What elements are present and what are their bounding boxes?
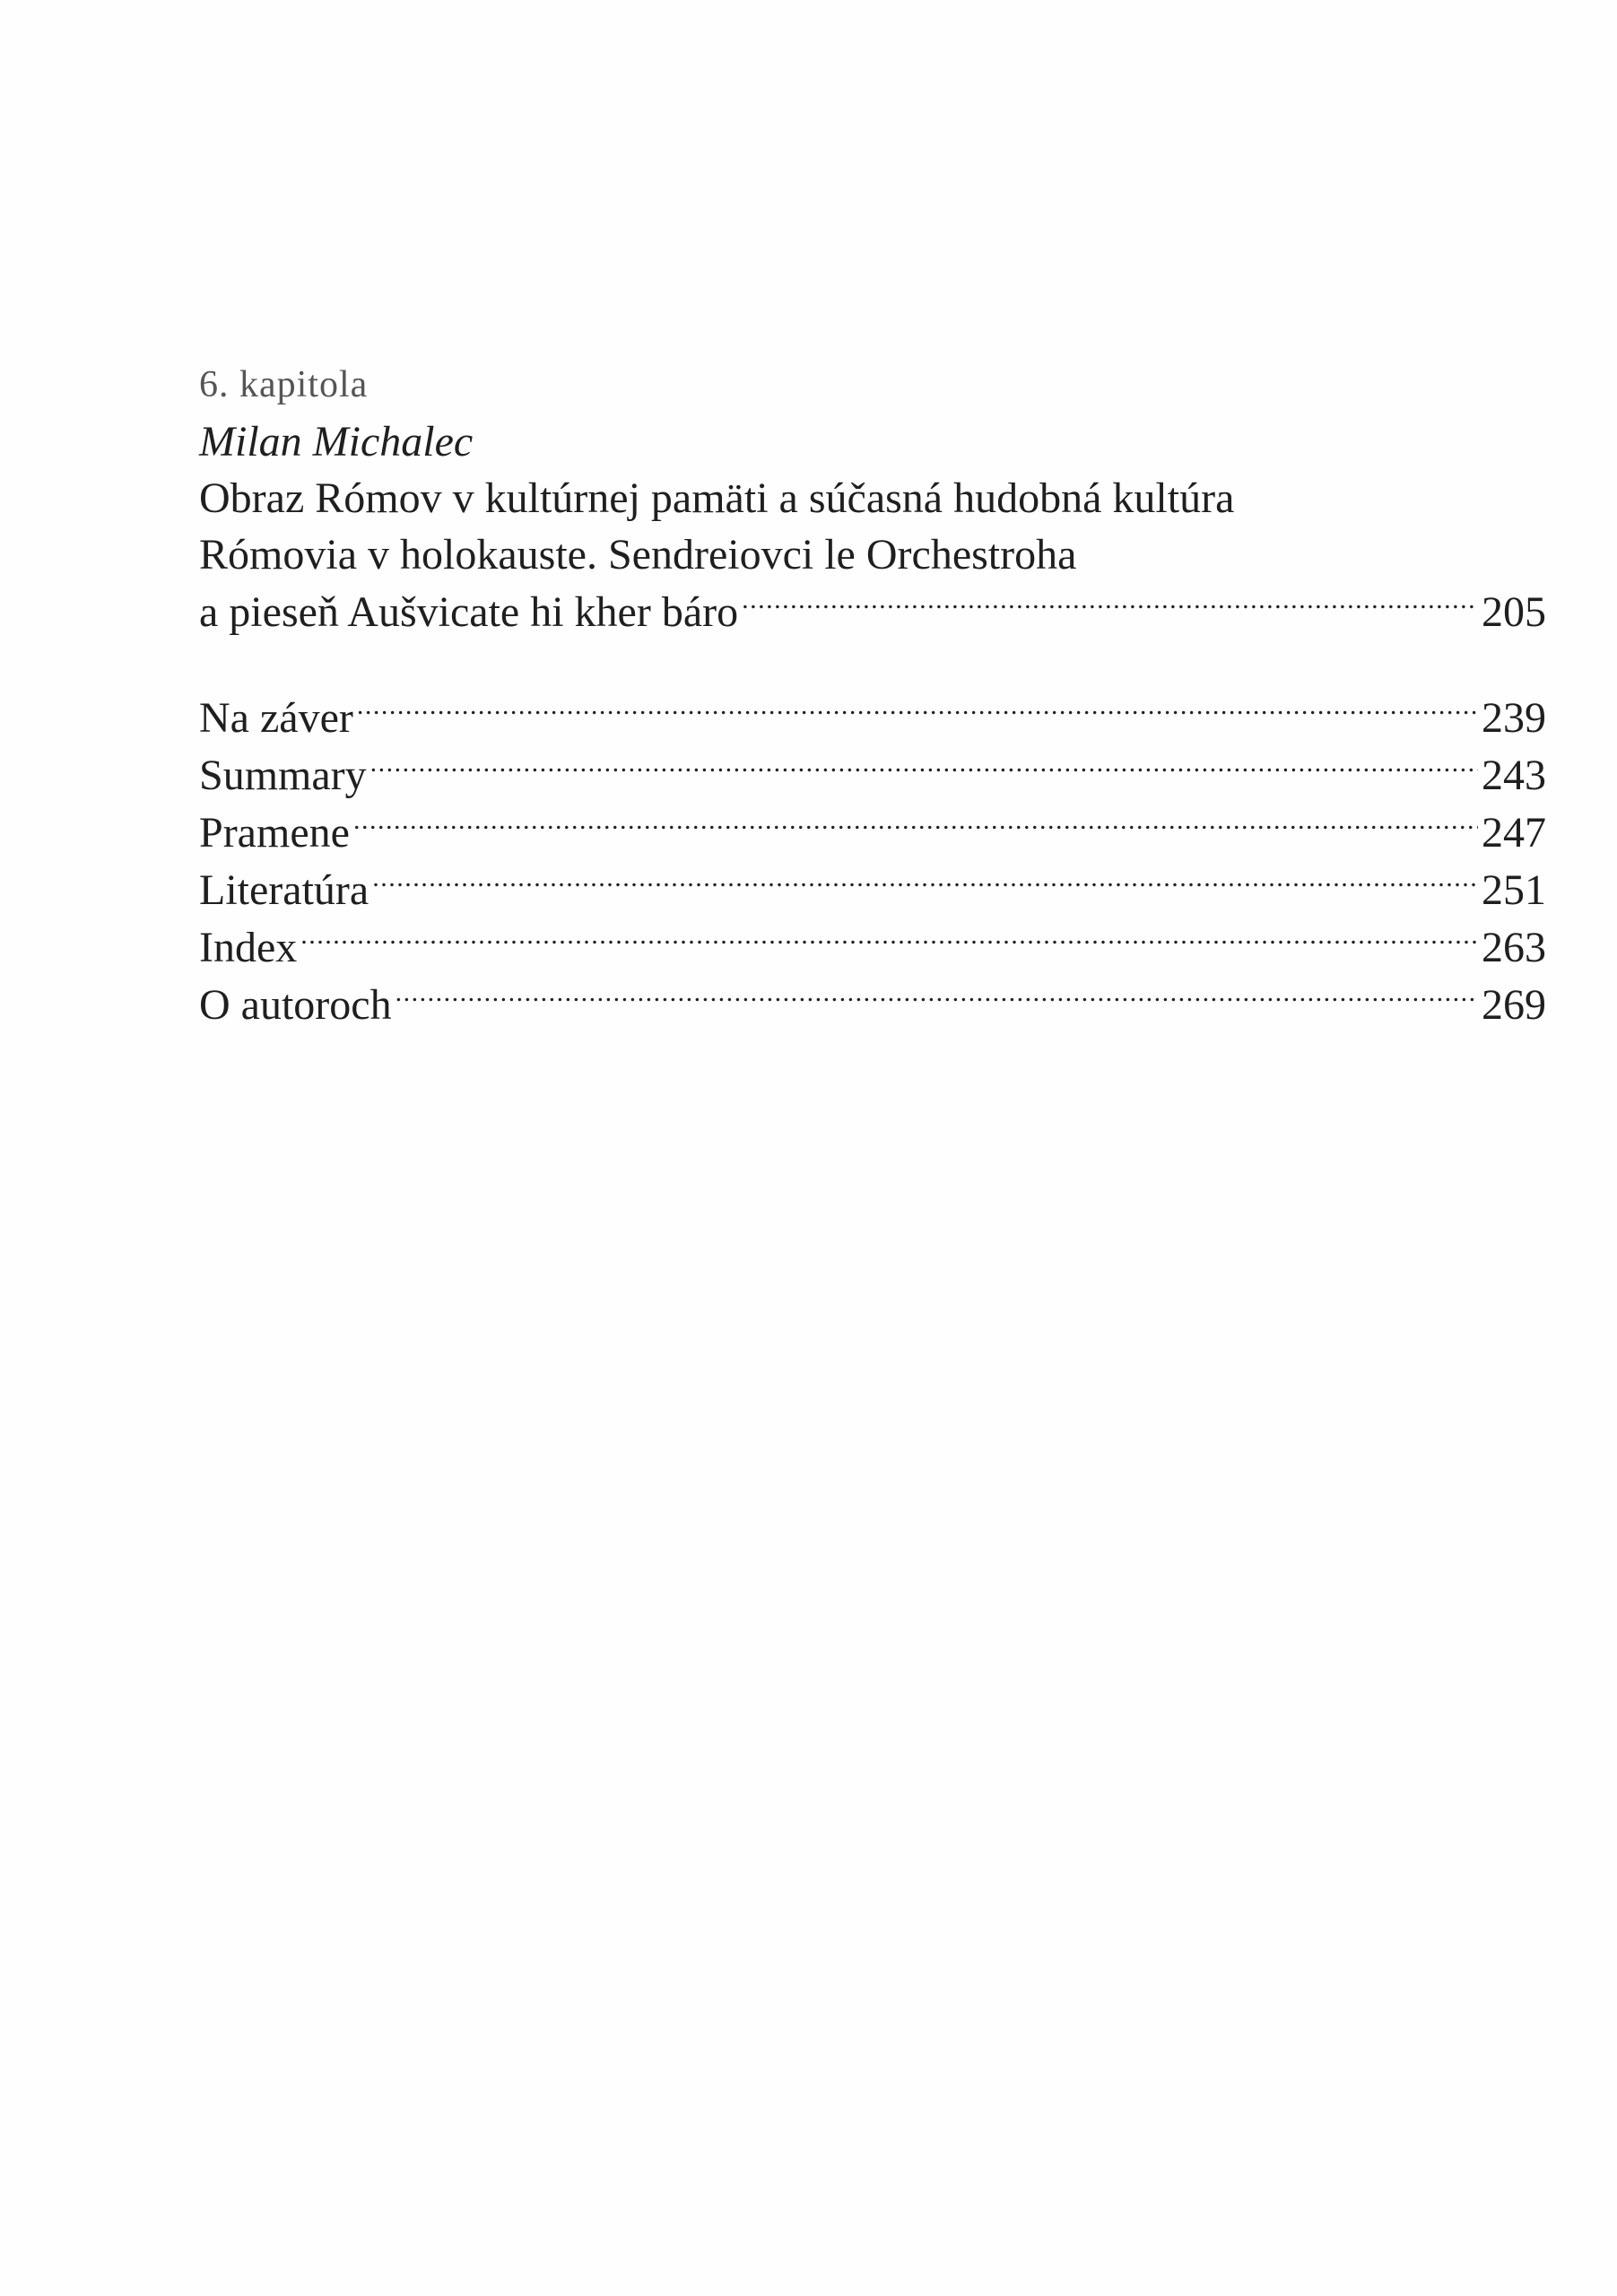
toc-entry-chapter-6[interactable]	[199, 583, 1546, 640]
page-number: 239	[1482, 694, 1546, 742]
dot-leader	[372, 861, 1478, 904]
chapter-title-line: Obraz Rómov v kultúrnej pamäti a súčasná hudobná kultúra	[199, 474, 1235, 522]
toc-entry[interactable]	[199, 976, 1546, 1033]
section-gap	[199, 640, 1546, 689]
chapter-number: 6. kapitola	[199, 364, 369, 405]
page-number: 243	[1482, 752, 1546, 799]
chapter-title-line: a pieseň Aušvicate hi kher báro	[199, 588, 739, 636]
toc-entry-label: Index	[199, 924, 298, 971]
page-number: 205	[1482, 588, 1546, 636]
page-number: 263	[1482, 924, 1546, 971]
dot-leader	[353, 804, 1478, 847]
toc-entry[interactable]	[199, 689, 1546, 746]
toc-entry-label: Summary	[199, 752, 367, 799]
toc-entry-label: Literatúra	[199, 866, 369, 914]
toc-entry-label: Pramene	[199, 809, 350, 857]
page-number: 269	[1482, 981, 1546, 1029]
back-matter-list	[199, 689, 1546, 1033]
toc-entry-label: Na záver	[199, 694, 353, 742]
toc-entry[interactable]	[199, 918, 1546, 976]
page-number: 251	[1482, 866, 1546, 914]
table-of-contents	[199, 357, 1546, 1033]
dot-leader	[300, 918, 1478, 961]
dot-leader	[742, 583, 1478, 626]
dot-leader	[357, 689, 1478, 732]
dot-leader	[396, 976, 1478, 1019]
toc-entry[interactable]	[199, 746, 1546, 804]
chapter-author: Milan Michalec	[199, 418, 474, 465]
dot-leader	[370, 746, 1478, 789]
page-number: 247	[1482, 809, 1546, 857]
toc-entry-label: O autoroch	[199, 981, 392, 1029]
toc-entry[interactable]	[199, 861, 1546, 918]
chapter-title-line: Rómovia v holokauste. Sendreiovci le Orchestroha	[199, 531, 1077, 578]
toc-entry[interactable]	[199, 804, 1546, 861]
